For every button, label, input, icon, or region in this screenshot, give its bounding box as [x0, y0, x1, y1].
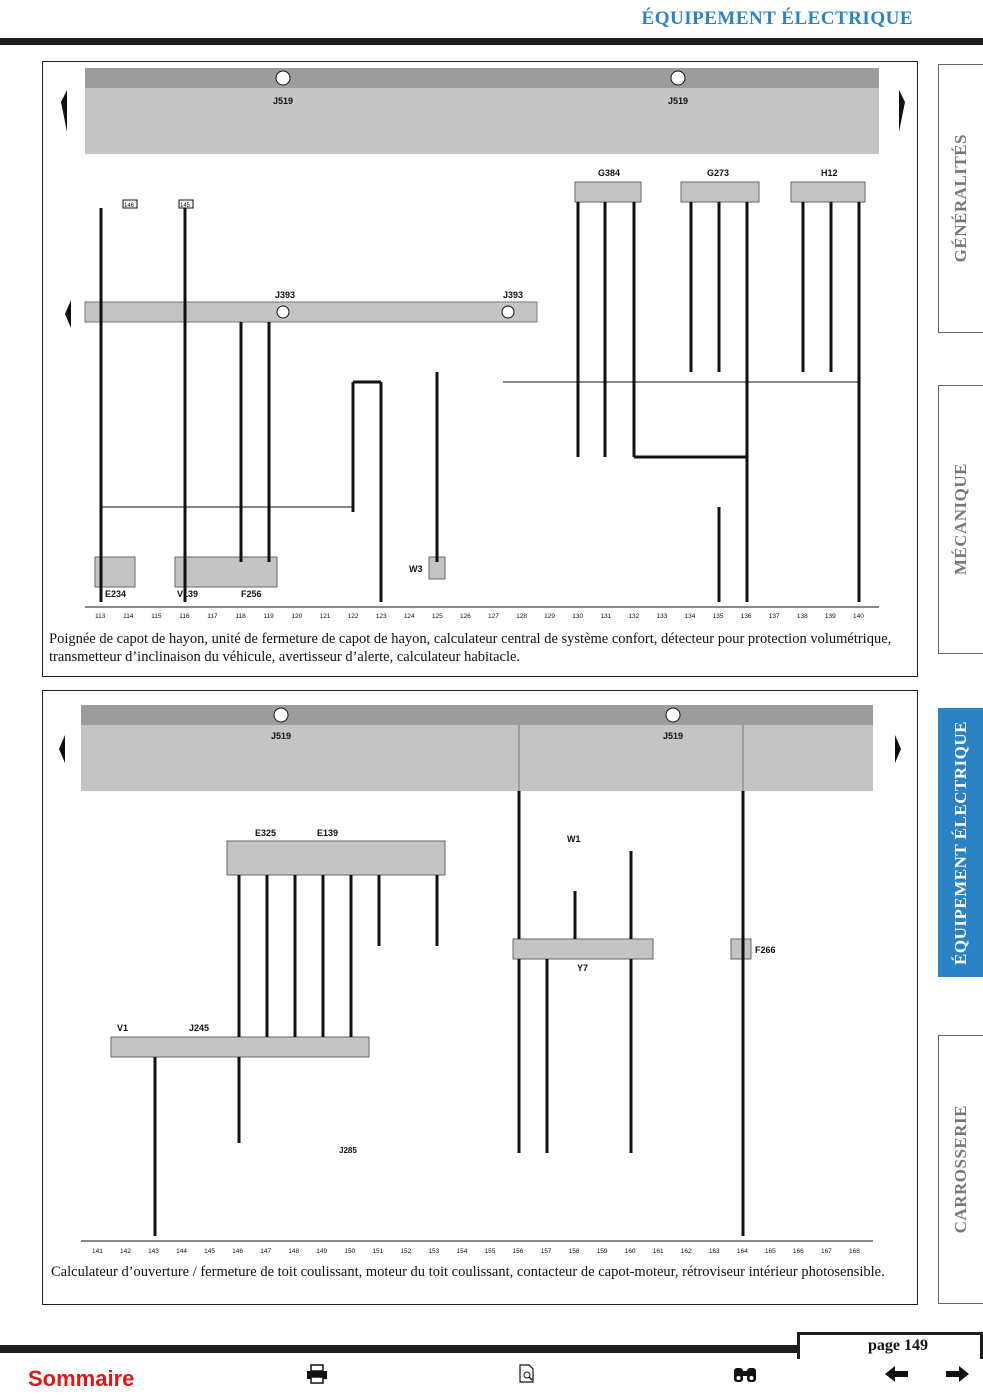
tab-equipement-electrique[interactable]	[938, 708, 983, 977]
h12-label: H12	[821, 168, 838, 178]
e325-label: E325	[255, 828, 277, 838]
arrow-right-icon[interactable]	[944, 1364, 970, 1384]
arrow-left-icon	[59, 735, 65, 763]
tab-equipement-electrique-label: ÉQUIPEMENT ÉLECTRIQUE	[951, 720, 970, 965]
j519-label-left: J519	[271, 731, 292, 741]
track-number: 126	[459, 613, 471, 620]
tab-mecanique[interactable]	[938, 385, 983, 654]
h12-module	[791, 182, 865, 202]
diagram2-caption: Calculateur d’ouverture / fermeture de toit coulissant, moteur du toit coulissant, contacteur de capot-moteur, rétroviseur intérieur photosensible.	[51, 1264, 885, 1280]
f256-label: F256	[241, 589, 262, 599]
track-number: 121	[319, 613, 331, 620]
track-numbers-2	[92, 1248, 860, 1255]
track-number: 141	[92, 1248, 103, 1255]
e234-label: E234	[105, 589, 127, 599]
diagram1-caption: Poignée de capot de hayon, unité de fermeture de capot de hayon, calculateur central de système confort, détecteur pour protection volumétrique, transmetteur d’inclinaison du véhicule, avertisseur d’alerte, calculateur habitacle.	[49, 631, 892, 665]
j393-module	[85, 302, 537, 322]
track-number: 159	[596, 1248, 608, 1255]
printer-icon[interactable]	[306, 1364, 328, 1384]
j519-label-right: J519	[668, 96, 689, 106]
y7-label: Y7	[577, 963, 589, 973]
track-number: 163	[708, 1248, 720, 1255]
track-number: 122	[347, 613, 359, 620]
ground-symbol-icon	[277, 306, 289, 318]
track-number: 127	[488, 613, 499, 620]
ref-box: 145	[180, 203, 191, 209]
y7-module	[513, 939, 653, 959]
sommaire-link[interactable]: Sommaire	[28, 1366, 135, 1391]
ground-symbol-icon	[671, 71, 685, 85]
track-number: 130	[572, 613, 584, 620]
track-number: 149	[316, 1248, 328, 1255]
ground-symbol-icon	[502, 306, 514, 318]
track-number: 150	[344, 1248, 356, 1255]
track-number: 118	[235, 613, 246, 620]
track-number: 148	[288, 1248, 300, 1255]
track-number: 119	[263, 613, 274, 620]
w1-label: W1	[567, 834, 581, 844]
g384-module	[575, 182, 641, 202]
track-number: 166	[792, 1248, 804, 1255]
page-number: page 149	[800, 1335, 980, 1359]
g384-label: G384	[598, 168, 621, 178]
track-number: 165	[764, 1248, 776, 1255]
track-number: 168	[849, 1248, 860, 1255]
track-number: 132	[628, 613, 640, 620]
track-number: 116	[179, 613, 190, 620]
track-number: 117	[207, 613, 218, 620]
track-number: 162	[680, 1248, 692, 1255]
f266-label: F266	[755, 945, 776, 955]
j519-module	[85, 88, 879, 154]
track-number: 155	[484, 1248, 496, 1255]
arrow-left-icon[interactable]	[884, 1364, 910, 1384]
track-number: 161	[652, 1248, 664, 1255]
f266-switch	[731, 939, 751, 959]
tab-carrosserie-label: CARROSSERIE	[951, 1105, 970, 1234]
track-number: 124	[403, 613, 415, 620]
wiring-diagram-2	[43, 691, 917, 1261]
track-number: 152	[400, 1248, 412, 1255]
ground-symbol-icon	[274, 708, 288, 722]
j245-module	[111, 1037, 369, 1057]
track-number: 157	[540, 1248, 552, 1255]
track-number: 128	[516, 613, 527, 620]
j519-module	[81, 725, 873, 791]
g273-module	[681, 182, 759, 202]
g273-label: G273	[707, 168, 730, 178]
tab-generalites-label: GÉNÉRALITÉS	[951, 134, 970, 263]
arrow-left-icon	[61, 90, 67, 132]
track-numbers-1	[95, 613, 864, 620]
track-number: 144	[176, 1248, 187, 1255]
track-number: 143	[148, 1248, 159, 1255]
diagram-panel-2	[42, 690, 918, 1305]
ref-box: 146	[124, 203, 135, 209]
j245-label: J245	[189, 1023, 210, 1033]
track-number: 125	[431, 613, 443, 620]
j519-label-left: J519	[273, 96, 294, 106]
track-number: 154	[456, 1248, 468, 1255]
tab-carrosserie[interactable]	[938, 1035, 983, 1304]
ground-symbol-icon	[276, 71, 290, 85]
track-number: 142	[120, 1248, 131, 1255]
track-number: 135	[712, 613, 724, 620]
wire-group	[101, 202, 859, 602]
j393-label-left: J393	[275, 290, 296, 300]
ground-symbol-icon	[666, 708, 680, 722]
j519-label-right: J519	[663, 731, 684, 741]
track-number: 136	[740, 613, 752, 620]
w3-label: W3	[409, 564, 423, 574]
track-number: 147	[260, 1248, 272, 1255]
arrow-right-icon	[899, 90, 905, 132]
e325-e139-module	[227, 841, 445, 875]
track-number: 131	[600, 613, 612, 620]
track-number: 139	[824, 613, 836, 620]
track-number: 129	[544, 613, 556, 620]
track-number: 153	[428, 1248, 440, 1255]
wiring-diagram-1	[43, 62, 917, 622]
track-number: 158	[568, 1248, 580, 1255]
track-number: 133	[656, 613, 668, 620]
tab-mecanique-label: MÉCANIQUE	[951, 463, 970, 576]
j285-label: J285	[339, 1146, 357, 1155]
binoculars-icon[interactable]	[732, 1364, 758, 1384]
track-number: 134	[684, 613, 696, 620]
track-number: 160	[624, 1248, 636, 1255]
tab-generalites[interactable]	[938, 64, 983, 333]
track-number: 114	[123, 613, 134, 620]
e139-label: E139	[317, 828, 339, 838]
track-number: 146	[232, 1248, 244, 1255]
track-number: 164	[736, 1248, 748, 1255]
j519-header-strip	[81, 705, 873, 725]
v139-label: V139	[177, 589, 199, 599]
track-number: 137	[768, 613, 780, 620]
track-number: 115	[151, 613, 162, 620]
track-number: 167	[820, 1248, 832, 1255]
document-icon[interactable]	[518, 1364, 536, 1384]
track-number: 140	[853, 613, 864, 620]
arrow-right-icon	[895, 735, 901, 763]
track-number: 123	[375, 613, 387, 620]
j393-label-right: J393	[503, 290, 524, 300]
track-number: 113	[95, 613, 106, 620]
track-number: 151	[372, 1248, 384, 1255]
track-number: 156	[512, 1248, 524, 1255]
page-header-title: ÉQUIPEMENT ÉLECTRIQUE	[641, 8, 913, 29]
track-number: 145	[204, 1248, 216, 1255]
arrow-left-icon	[65, 300, 71, 328]
j519-header-strip	[85, 68, 879, 88]
v1-label: V1	[117, 1023, 129, 1033]
v139-f256-module	[175, 557, 277, 587]
track-number: 138	[796, 613, 808, 620]
diagram-panel-1	[42, 61, 918, 677]
header-rule	[0, 38, 983, 45]
track-number: 120	[291, 613, 303, 620]
